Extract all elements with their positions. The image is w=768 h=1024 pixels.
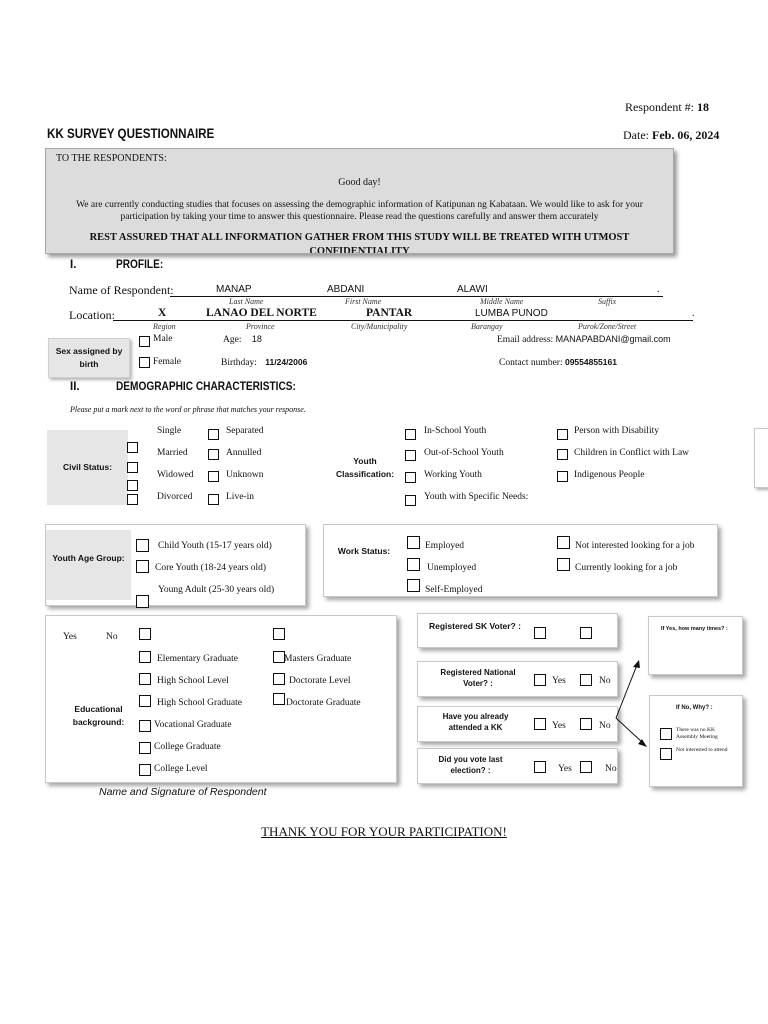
- youth-in-school: In-School Youth: [424, 426, 487, 436]
- youth-cicl: Children in Conflict with Law: [574, 448, 690, 458]
- civil-married: Married: [157, 448, 188, 458]
- age-group-label: Youth Age Group:: [52, 553, 125, 563]
- work-not-interested: Not interested looking for a job: [575, 541, 695, 551]
- email-label: Email address:: [497, 335, 554, 345]
- kk-assembly-yes: Yes: [552, 721, 566, 731]
- contact-label: Contact number:: [499, 358, 563, 368]
- how-many-label: If Yes, how many times? :: [661, 626, 728, 632]
- sublabel-first-name: First Name: [345, 297, 382, 306]
- sublabel-province: Province: [246, 322, 275, 331]
- name-label: Name of Respondent:: [69, 283, 174, 297]
- intro-body: We are currently conducting studies that focuses on assessing the demographic information of Katipunan ng Kabataan. We would like to ask for your participation by taking your time to answer this questionnaire. Please read the questions carefully and answer them accurately: [76, 200, 643, 222]
- age-label: Age:: [223, 335, 242, 345]
- page-title: KK SURVEY QUESTIONNAIRE: [47, 126, 215, 141]
- edu-no-label: No: [106, 632, 118, 642]
- civil-widowed: Widowed: [157, 470, 194, 480]
- youth-class-label: Youth Classification:: [335, 456, 395, 479]
- edu-college-graduate: College Graduate: [154, 742, 221, 752]
- birthday-value: 11/24/2006: [265, 357, 308, 367]
- instruction-text: Please put a mark next to the word or phrase that matches your response.: [70, 405, 306, 414]
- age-group-young-adult: Young Adult (25-30 years old): [158, 585, 275, 595]
- barangay-value: LUMBA PUNOD: [475, 308, 548, 319]
- kk-assembly-label: Have you already attended a KK: [442, 712, 509, 732]
- sublabel-suffix: Suffix: [598, 297, 617, 306]
- sublabel-purok: Purok/Zone/Street: [578, 322, 637, 331]
- sublabel-barangay: Barangay: [471, 322, 503, 331]
- female-label: Female: [153, 357, 181, 367]
- intro-to: TO THE RESPONDENTS:: [56, 153, 167, 164]
- edu-doctorate-level: Doctorate Level: [289, 676, 351, 686]
- signature-label: Name and Signature of Respondent: [99, 786, 267, 798]
- intro-assurance: REST ASSURED THAT ALL INFORMATION GATHER FROM THIS STUDY WILL BE TREATED WITH UTMOST CONFIDENTIALITY: [89, 232, 630, 254]
- youth-working: Working Youth: [424, 470, 482, 480]
- email-value: MANAPABDANI@gmail.com: [555, 334, 671, 344]
- edu-masters: Masters Graduate: [284, 654, 352, 664]
- sublabel-region: Region: [153, 322, 176, 331]
- demographic-number: II.: [70, 381, 80, 393]
- profile-heading: PROFILE:: [116, 259, 164, 271]
- age-group-child: Child Youth (15-17 years old): [158, 541, 272, 551]
- sublabel-middle-name: Middle Name: [480, 297, 524, 306]
- contact-value: 09554855161: [564, 357, 617, 367]
- edu-vocational: Vocational Graduate: [154, 720, 232, 730]
- youth-specific-needs: Youth with Specific Needs:: [424, 492, 529, 502]
- sk-voter-label: Registered SK Voter? :: [429, 621, 521, 631]
- arrowhead-if-yes: [633, 660, 640, 668]
- city-value: PANTAR: [366, 307, 413, 319]
- edu-hs-graduate: High School Graduate: [157, 698, 242, 708]
- edu-doctorate-graduate: Doctorate Graduate: [286, 698, 361, 708]
- voted-no: No: [605, 764, 617, 774]
- voted-label: Did you vote last election? :: [438, 755, 503, 775]
- kk-assembly-no: No: [599, 721, 611, 731]
- edu-yes-label: Yes: [63, 632, 77, 642]
- if-no-label: If No, Why? :: [676, 705, 713, 711]
- arrow-to-if-yes: [616, 665, 637, 718]
- arrow-to-if-no: [616, 718, 643, 743]
- respondent-value: 18: [697, 100, 709, 114]
- edu-elementary: Elementary Graduate: [157, 654, 238, 664]
- civil-single: Single: [157, 426, 182, 436]
- voted-yes: Yes: [558, 764, 572, 774]
- profile-number: I.: [70, 259, 77, 271]
- age-value: 18: [251, 334, 262, 344]
- intro-greeting: Good day!: [338, 177, 381, 188]
- civil-status-label: Civil Status:: [62, 462, 113, 472]
- name-end-dot: .: [657, 284, 660, 295]
- thank-you: THANK YOU FOR YOUR PARTICIPATION!: [261, 824, 507, 839]
- civil-annulled: Annulled: [226, 448, 262, 458]
- no-reason-2: Not interested to attend: [676, 747, 728, 753]
- sublabel-last-name: Last Name: [229, 297, 264, 306]
- age-group-core: Core Youth (18-24 years old): [155, 563, 267, 573]
- no-reason-1: There was no KK Assembly Meeting: [676, 727, 718, 740]
- youth-pwd: Person with Disability: [574, 426, 659, 436]
- work-employed: Employed: [425, 541, 465, 551]
- work-status-label: Work Status:: [337, 546, 391, 556]
- location-end-dot: .: [692, 308, 695, 319]
- work-looking: Currently looking for a job: [575, 563, 678, 573]
- youth-out-of-school: Out-of-School Youth: [424, 448, 504, 458]
- edu-college-level: College Level: [154, 764, 208, 774]
- work-unemployed: Unemployed: [427, 563, 477, 573]
- youth-indigenous: Indigenous People: [574, 470, 645, 480]
- civil-separated: Separated: [226, 426, 264, 436]
- civil-unknown: Unknown: [226, 470, 264, 480]
- civil-live-in: Live-in: [226, 492, 254, 502]
- civil-divorced: Divorced: [157, 492, 193, 502]
- first-name-value: ABDANI: [327, 284, 365, 295]
- male-label: Male: [153, 334, 173, 344]
- province-value: LANAO DEL NORTE: [206, 307, 317, 319]
- date-value: Feb. 06, 2024: [652, 128, 720, 142]
- national-voter-label: Registered National Voter? :: [440, 668, 516, 688]
- edu-label: Educational background:: [72, 704, 125, 727]
- sublabel-city: City/Municipality: [351, 322, 408, 331]
- respondent-label: Respondent #:: [625, 100, 694, 114]
- last-name-value: MANAP: [216, 284, 252, 295]
- demographic-heading: DEMOGRAPHIC CHARACTERISTICS:: [116, 381, 296, 393]
- location-label: Location:: [69, 308, 115, 322]
- region-value: X: [158, 307, 167, 319]
- middle-name-value: ALAWI: [457, 284, 488, 295]
- work-self-employed: Self-Employed: [425, 585, 483, 595]
- national-voter-no: No: [599, 676, 611, 686]
- edu-hs-level: High School Level: [157, 676, 229, 686]
- date-label: Date:: [623, 128, 649, 142]
- national-voter-yes: Yes: [552, 676, 566, 686]
- sex-label: Sex assigned by birth: [55, 346, 123, 369]
- birthday-label: Birthday:: [221, 358, 257, 368]
